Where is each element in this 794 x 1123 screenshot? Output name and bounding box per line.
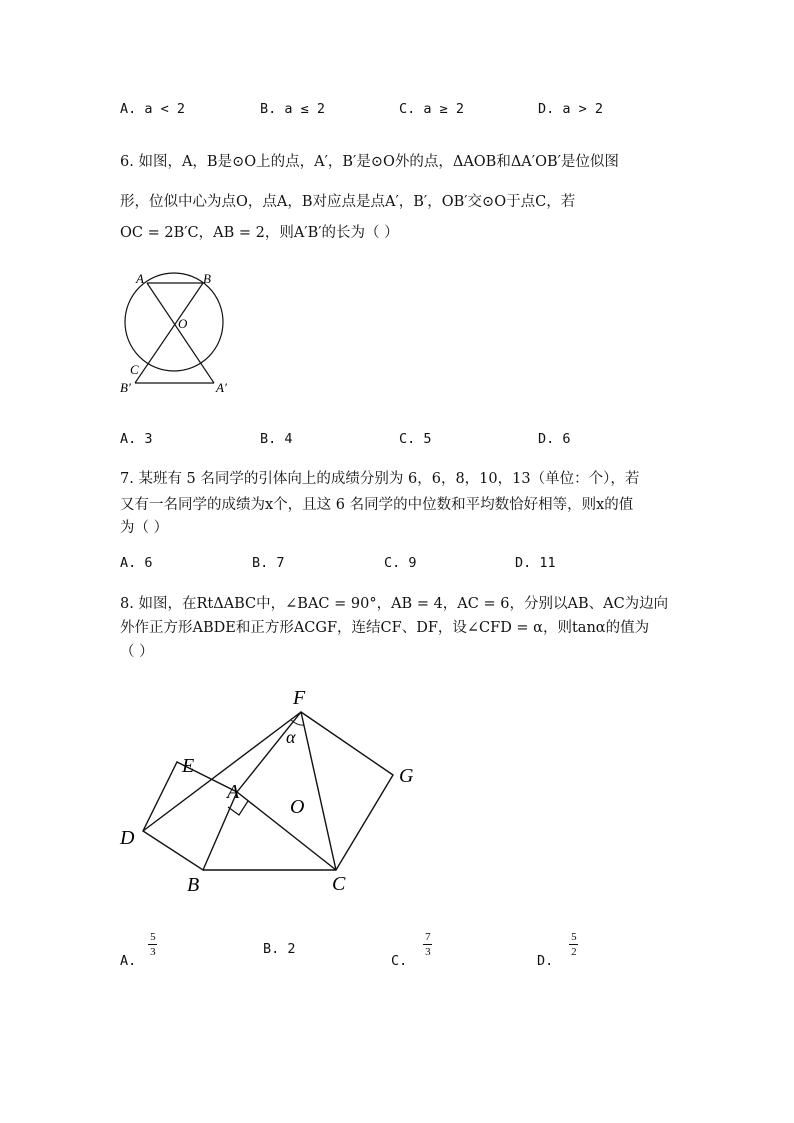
q6-option-a: A. 3 xyxy=(120,431,153,447)
label-b: B xyxy=(203,271,211,286)
numerator: 7 xyxy=(425,931,431,943)
segment-df xyxy=(143,712,301,831)
label-c: C xyxy=(332,873,346,895)
label-a: A xyxy=(136,271,144,286)
label-b: B xyxy=(187,874,200,896)
label-g: G xyxy=(399,765,414,787)
square-abde xyxy=(143,762,237,870)
label-o: O xyxy=(290,796,305,818)
q7-stem-line3: 为（ ） xyxy=(120,520,169,536)
square-acgf xyxy=(237,712,393,870)
q5-option-b: B. a ≤ 2 xyxy=(260,101,326,117)
q6-stem-line1: 6. 如图，A，B是⊙O上的点，A′，B′是⊙O外的点，ΔAOB和ΔA′OB′是位似图 xyxy=(120,154,619,170)
q8-stem-line1: 8. 如图，在RtΔABC中，∠BAC = 90°，AB = 4，AC = 6，分别以AB、AC为边向 xyxy=(120,596,669,612)
label-f: F xyxy=(293,687,306,709)
q8-stem-line3: （ ） xyxy=(120,644,154,660)
q8-stem-line2: 外作正方形ABDE和正方形ACGF，连结CF、DF，设∠CFD = α，则tanα的值为 xyxy=(120,620,650,636)
q8-option-d-fraction xyxy=(569,931,578,958)
segment-b-b1 xyxy=(135,283,203,383)
numerator: 5 xyxy=(150,931,156,943)
q5-option-a: A. a < 2 xyxy=(120,101,186,117)
label-c: C xyxy=(130,362,139,377)
q7-stem-line2: 又有一名同学的成绩为x个，且这 6 名同学的中位数和平均数恰好相等，则x的值 xyxy=(120,497,634,513)
q8-option-d-letter: D. xyxy=(537,952,554,969)
q6-circle-figure xyxy=(110,265,250,400)
circle-o xyxy=(125,273,223,371)
q7-option-a: A. 6 xyxy=(120,555,153,571)
q6-option-d: D. 6 xyxy=(538,431,571,447)
q8-option-b: B. 2 xyxy=(263,941,296,957)
q8-option-c-letter: C. xyxy=(391,952,408,969)
label-e: E xyxy=(182,755,195,777)
q6-stem-line2: 形，位似中心为点O，点A，B对应点是点A′，B′，OB′交⊙O于点C，若 xyxy=(120,194,576,210)
q7-option-d: D. 11 xyxy=(515,555,556,571)
q8-option-d xyxy=(537,931,578,969)
q8-option-a-fraction xyxy=(148,931,157,958)
q7-option-b: B. 7 xyxy=(252,555,285,571)
label-a-prime: A′ xyxy=(216,380,227,395)
q8-option-a xyxy=(120,931,157,969)
q8-squares-figure xyxy=(110,680,440,900)
denominator: 2 xyxy=(571,946,577,958)
label-o: O xyxy=(178,316,188,331)
denominator: 3 xyxy=(425,946,431,958)
q5-option-c: C. a ≥ 2 xyxy=(399,101,465,117)
q7-stem-line1: 7. 某班有 5 名同学的引体向上的成绩分别为 6，6，8，10，13（单位：个），若 xyxy=(120,471,640,487)
q7-option-c: C. 9 xyxy=(384,555,417,571)
label-a: A xyxy=(227,781,240,803)
denominator: 3 xyxy=(150,946,156,958)
numerator: 5 xyxy=(571,931,577,943)
label-b-prime: B′ xyxy=(120,380,131,395)
q6-option-b: B. 4 xyxy=(260,431,293,447)
q8-option-c xyxy=(391,931,432,969)
q8-option-a-letter: A. xyxy=(120,952,137,969)
label-alpha: α xyxy=(286,727,296,747)
q6-stem-line3: OC = 2B′C，AB = 2，则A′B′的长为（ ） xyxy=(120,225,399,241)
q6-option-c: C. 5 xyxy=(399,431,432,447)
q5-option-d: D. a > 2 xyxy=(538,101,604,117)
q8-option-c-fraction xyxy=(423,931,432,958)
right-angle-marker xyxy=(228,801,248,815)
label-d: D xyxy=(120,827,135,849)
